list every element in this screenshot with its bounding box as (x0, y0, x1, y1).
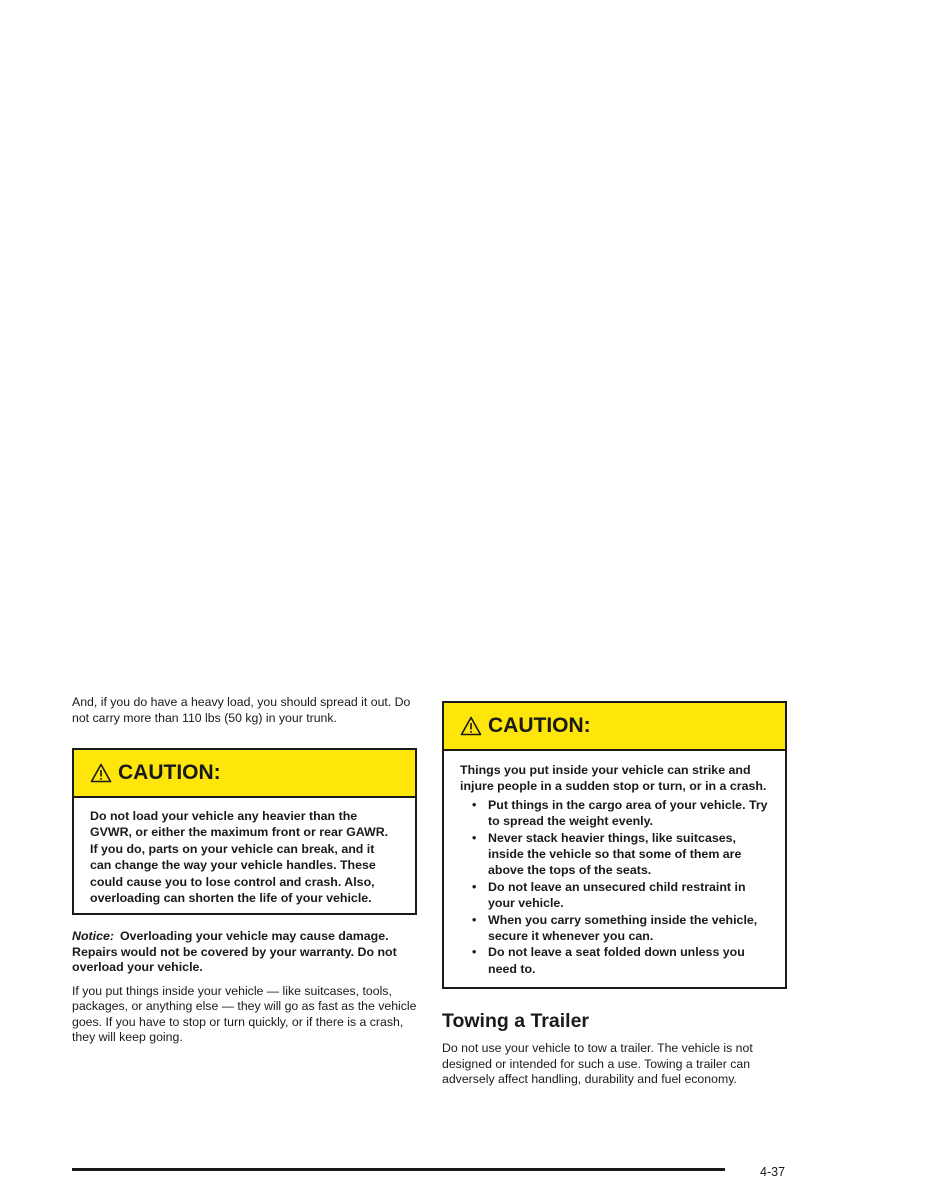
caution-title: CAUTION: (118, 761, 221, 784)
caution-title: CAUTION: (488, 714, 591, 737)
section-heading: Towing a Trailer (442, 1010, 590, 1033)
caution-body (74, 798, 415, 913)
warning-triangle-icon (460, 716, 482, 736)
page-number: 4-37 (760, 1165, 786, 1179)
notice-text: Overloading your vehicle may cause damage. Repairs would not be covered by your warranty. Do not overload your vehicle. (72, 929, 397, 975)
list-item: • Never stack heavier things, like suitcases, inside the vehicle so that some of them are above the tops of the seats. (460, 830, 769, 879)
caution-intro: Things you put inside your vehicle can strike and injure people in a sudden stop or turn, or in a crash. (460, 763, 767, 794)
warning-triangle-icon (90, 763, 112, 783)
towing-paragraph: Do not use your vehicle to tow a trailer. The vehicle is not designed or intended for such a use. Towing a trailer can adversely affect handling, durability and fuel economy. (442, 1041, 753, 1087)
caution-header (444, 703, 785, 751)
footer-rule (72, 1168, 725, 1171)
loose-items-paragraph: If you put things inside your vehicle — like suitcases, tools, packages, or anything else — they will go as fast as the vehicle goes. If you have to stop or turn quickly, or if there is a crash, they will keep going. (72, 983, 417, 1045)
list-item: • Do not leave an unsecured child restraint in your vehicle. (460, 879, 769, 912)
list-item: • Do not leave a seat folded down unless you need to. (460, 944, 769, 977)
list-item: • Put things in the cargo area of your vehicle. Try to spread the weight evenly. (460, 797, 769, 830)
heavy-load-paragraph: And, if you do have a heavy load, you should spread it out. Do not carry more than 110 lbs (50 kg) in your trunk. (72, 695, 411, 725)
caution-bullet-list (460, 797, 769, 977)
list-item: • When you carry something inside the vehicle, secure it whenever you can. (460, 912, 769, 945)
caution-text: Do not load your vehicle any heavier than the GVWR, or either the maximum front or rear GAWR. If you do, parts on your vehicle can break, and it can change the way your vehicle handles. These could cause you to lose control and crash. Also, overloading can shorten the life of your vehicle. (90, 809, 389, 906)
caution-body (444, 751, 785, 987)
notice-paragraph (72, 929, 417, 976)
left-column (72, 695, 417, 1046)
right-column (442, 701, 787, 1088)
caution-box-overload (72, 748, 417, 915)
notice-label: Notice: (72, 929, 114, 944)
caution-header (74, 750, 415, 798)
caution-box-cargo (442, 701, 787, 989)
